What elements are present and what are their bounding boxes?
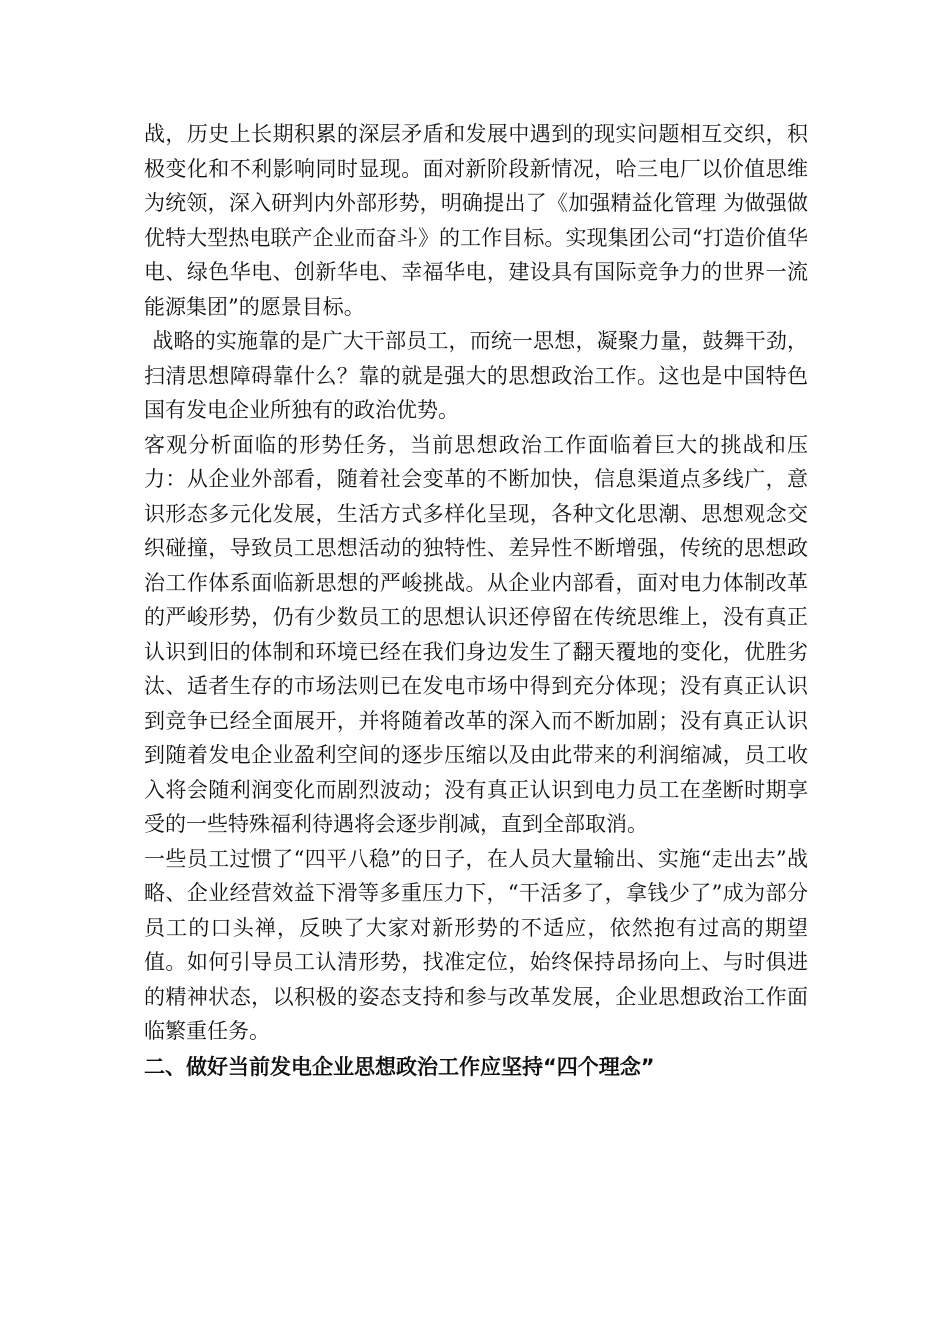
section-heading: 二、做好当前发电企业思想政治工作应坚持“四个理念” — [144, 1054, 655, 1079]
paragraph-3: 客观分析面临的形势任务，当前思想政治工作面临着巨大的挑战和压力：从企业外部看，随着社会变革的不断加快，信息渠道点多线广，意识形态多元化发展，生活方式多样化呈现，各种文化思潮、思想观念交织碰撞，导致员工思想活动的独特性、差异性不断增强，传统的思想政治工作体系面临新思想的严峻挑战。从企业内部看，面对电力体制改革的严峻形势，仍有少数员工的思想认识还停留在传统思维上，没有真正认识到旧的体制和环境已经在我们身边发生了翻天覆地的变化，优胜劣汰、适者生存的市场法则已在发电市场中得到充分体现；没有真正认识到竞争已经全面展开，并将随着改革的深入而不断加剧；没有真正认识到随着发电企业盈利空间的逐步压缩以及由此带来的利润缩减，员工收入将会随利润变化而剧烈波动；没有真正认识到电力员工在垄断时期享受的一些特殊福利待遇将会逐步削减，直到全部取消。 — [144, 432, 808, 836]
paragraph-1: 战，历史上长期积累的深层矛盾和发展中遇到的现实问题相互交织，积极变化和不利影响同时显现。面对新阶段新情况，哈三电厂以价值思维为统领，深入研判内外部形势，明确提出了《加强精益化管理 为做强做优特大型热电联产企业而奋斗》的工作目标。实现集团公司“打造价值华电、绿色华电、创新华电、幸福华电，建设具有国际竞争力的世界一流能源集团”的愿景目标。 — [144, 122, 808, 319]
paragraph-2: 战略的实施靠的是广大干部员工，而统一思想，凝聚力量，鼓舞干劲，扫清思想障碍靠什么？靠的就是强大的思想政治工作。这也是中国特色国有发电企业所独有的政治优势。 — [144, 329, 808, 422]
document-page — [144, 117, 808, 1085]
paragraph-4: 一些员工过惯了“四平八稳”的日子，在人员大量输出、实施“走出去”战略、企业经营效益下滑等多重压力下，“干活多了，拿钱少了”成为部分员工的口头禅，反映了大家对新形势的不适应，依然抱有过高的期望值。如何引导员工认清形势，找准定位，始终保持昂扬向上、与时俱进的精神状态，以积极的姿态支持和参与改革发展，企业思想政治工作面临繁重任务。 — [144, 846, 808, 1043]
